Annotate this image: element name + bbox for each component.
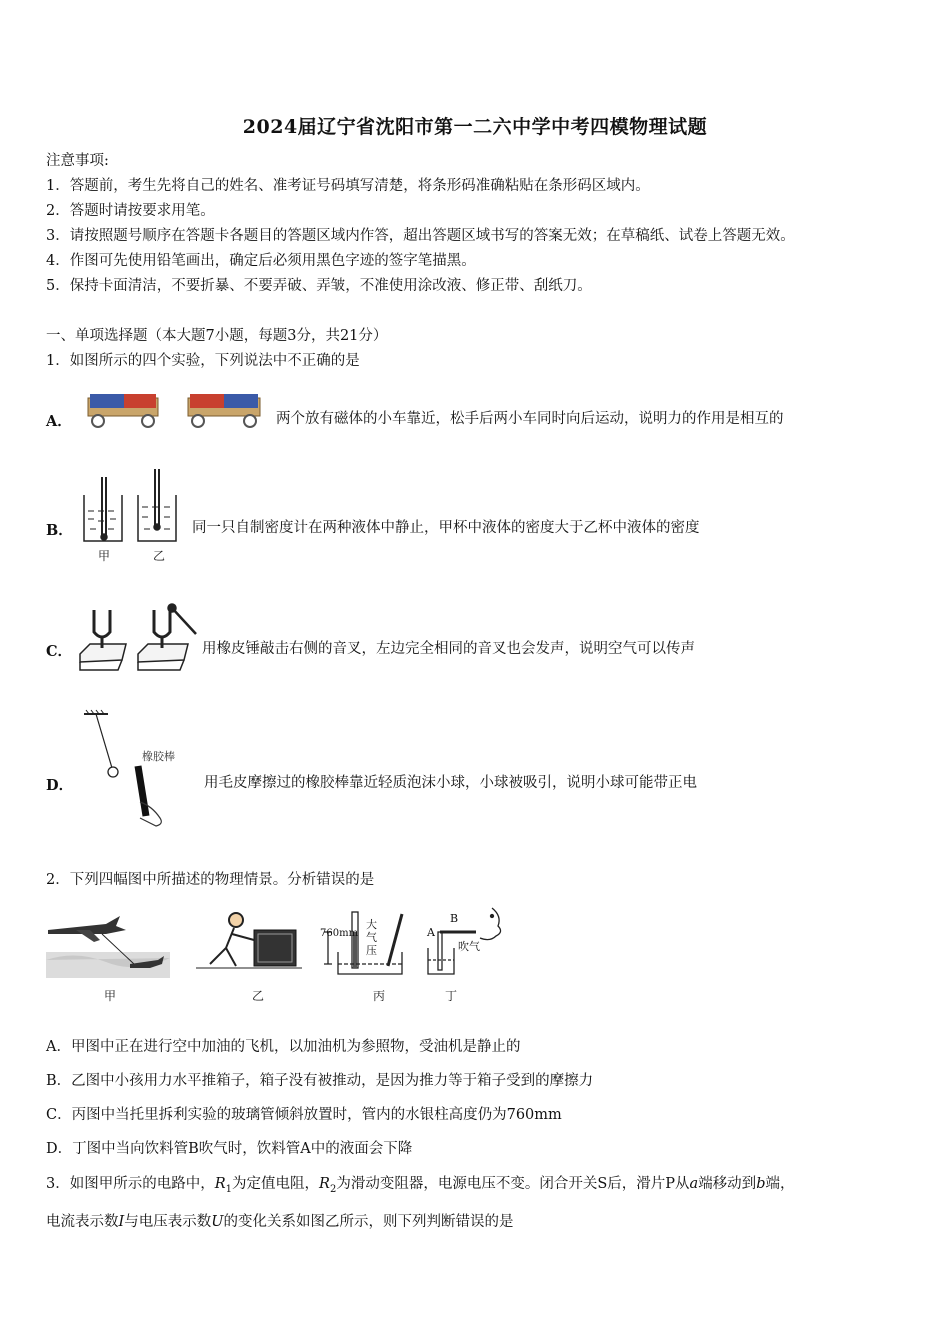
notice-item-3: 3．请按照题号顺序在答题卡各题目的答题区域内作答，超出答题区域书写的答案无效；在草稿纸、试卷上答题无效。 xyxy=(46,228,795,244)
cart-left xyxy=(88,394,158,427)
torricelli-air-label-1: 大 xyxy=(366,918,377,931)
torricelli-figure xyxy=(318,906,410,978)
q1-option-b-text: 同一只自制密度计在两种液体中静止，甲杯中液体的密度大于乙杯中液体的密度 xyxy=(192,520,700,536)
child xyxy=(210,913,254,966)
fork-right xyxy=(138,604,196,670)
rubber-rod xyxy=(138,766,161,826)
q2-option-b: B．乙图中小孩用力水平推箱子，箱子没有被推动，是因为推力等于箱子受到的摩擦力 xyxy=(46,1073,594,1089)
q2-option-d: D．丁图中当向饮料管B吹气时，饮料管A中的液面会下降 xyxy=(46,1141,413,1157)
notice-item-2: 2．答题时请按要求用笔。 xyxy=(46,203,215,219)
beaker-caption-yi: 乙 xyxy=(152,549,165,563)
rubber-rod-label: 橡胶棒 xyxy=(142,750,175,763)
rubber-rod-figure xyxy=(78,706,188,830)
beaker-caption-jia: 甲 xyxy=(97,549,110,563)
q2-caption-yi: 乙 xyxy=(251,989,264,1003)
q1-option-a-text: 两个放有磁体的小车靠近，松手后两小车同时向后运动，说明力的作用是相互的 xyxy=(276,411,784,427)
q3-line-2: 电流表示数I与电压表示数U的变化关系如图乙所示，则下列判断错误的是 xyxy=(46,1214,514,1230)
torricelli-air-label-2: 气 xyxy=(366,931,377,944)
straw-label-b: B xyxy=(450,912,459,925)
q2-caption-jia: 甲 xyxy=(103,989,116,1003)
density-meter-figure xyxy=(80,467,190,547)
q1-stem: 1．如图所示的四个实验，下列说法中不正确的是 xyxy=(46,353,360,369)
beaker-jia xyxy=(84,477,122,541)
straw-label-a: A xyxy=(427,926,435,939)
q2-option-c: C．丙图中当托里拆利实验的玻璃管倾斜放置时，管内的水银柱高度仍为760mm xyxy=(46,1107,562,1123)
cart-right xyxy=(188,394,260,427)
q1-option-d-letter: D． xyxy=(46,777,74,794)
q2-caption-ding: 丁 xyxy=(444,989,457,1003)
q1-option-c-letter: C． xyxy=(46,643,73,660)
push-box-figure xyxy=(196,908,302,972)
straw-label-blow: 吹气 xyxy=(458,940,480,953)
q2-option-a: A．甲图中正在进行空中加油的飞机，以加油机为参照物，受油机是静止的 xyxy=(46,1039,521,1055)
refueling-planes-figure xyxy=(46,900,170,978)
q1-option-d-text: 用毛皮摩擦过的橡胶棒靠近轻质泡沫小球，小球被吸引，说明小球可能带正电 xyxy=(204,775,697,791)
page-title: 2024届辽宁省沈阳市第一二六中学中考四模物理试题 xyxy=(242,116,708,138)
q2-caption-bing: 丙 xyxy=(372,989,385,1003)
q1-option-a-letter: A． xyxy=(46,413,72,430)
tuning-fork-figure xyxy=(76,602,200,674)
section-heading: 一、单项选择题（本大题7小题，每题3分，共21分） xyxy=(46,328,388,344)
beaker-yi xyxy=(138,469,176,541)
fork-left xyxy=(80,610,126,670)
hanging-ball xyxy=(84,710,118,777)
q3-line-1: 3．如图甲所示的电路中，$R_1$为定值电阻，$R_2$为滑动变阻器，电源电压不变。闭合开关S后，滑片P从a端移动到b端， xyxy=(46,1176,795,1195)
torricelli-air-label-3: 压 xyxy=(366,944,377,957)
q2-stem: 2．下列四幅图中所描述的物理情景。分析错误的是 xyxy=(46,872,375,888)
notice-heading: 注意事项: xyxy=(46,153,109,169)
tanker-plane xyxy=(48,916,126,942)
q1-option-b-letter: B． xyxy=(46,522,73,539)
notice-item-5: 5．保持卡面清洁，不要折暴、不要弄破、弄皱，不准使用涂改液、修正带、刮纸刀。 xyxy=(46,278,592,294)
q1-option-c-text: 用橡皮锤敲击右侧的音叉，左边完全相同的音叉也会发声，说明空气可以传声 xyxy=(202,641,695,657)
torricelli-height-label: 760mm xyxy=(320,928,359,939)
notice-item-4: 4．作图可先使用铅笔画出，确定后必须用黑色字迹的签字笔描黑。 xyxy=(46,253,476,269)
magnet-carts-figure xyxy=(80,388,270,433)
notice-item-1: 1．答题前，考生先将自己的姓名、准考证号码填写清楚，将条形码准确粘贴在条形码区域内。 xyxy=(46,178,650,194)
